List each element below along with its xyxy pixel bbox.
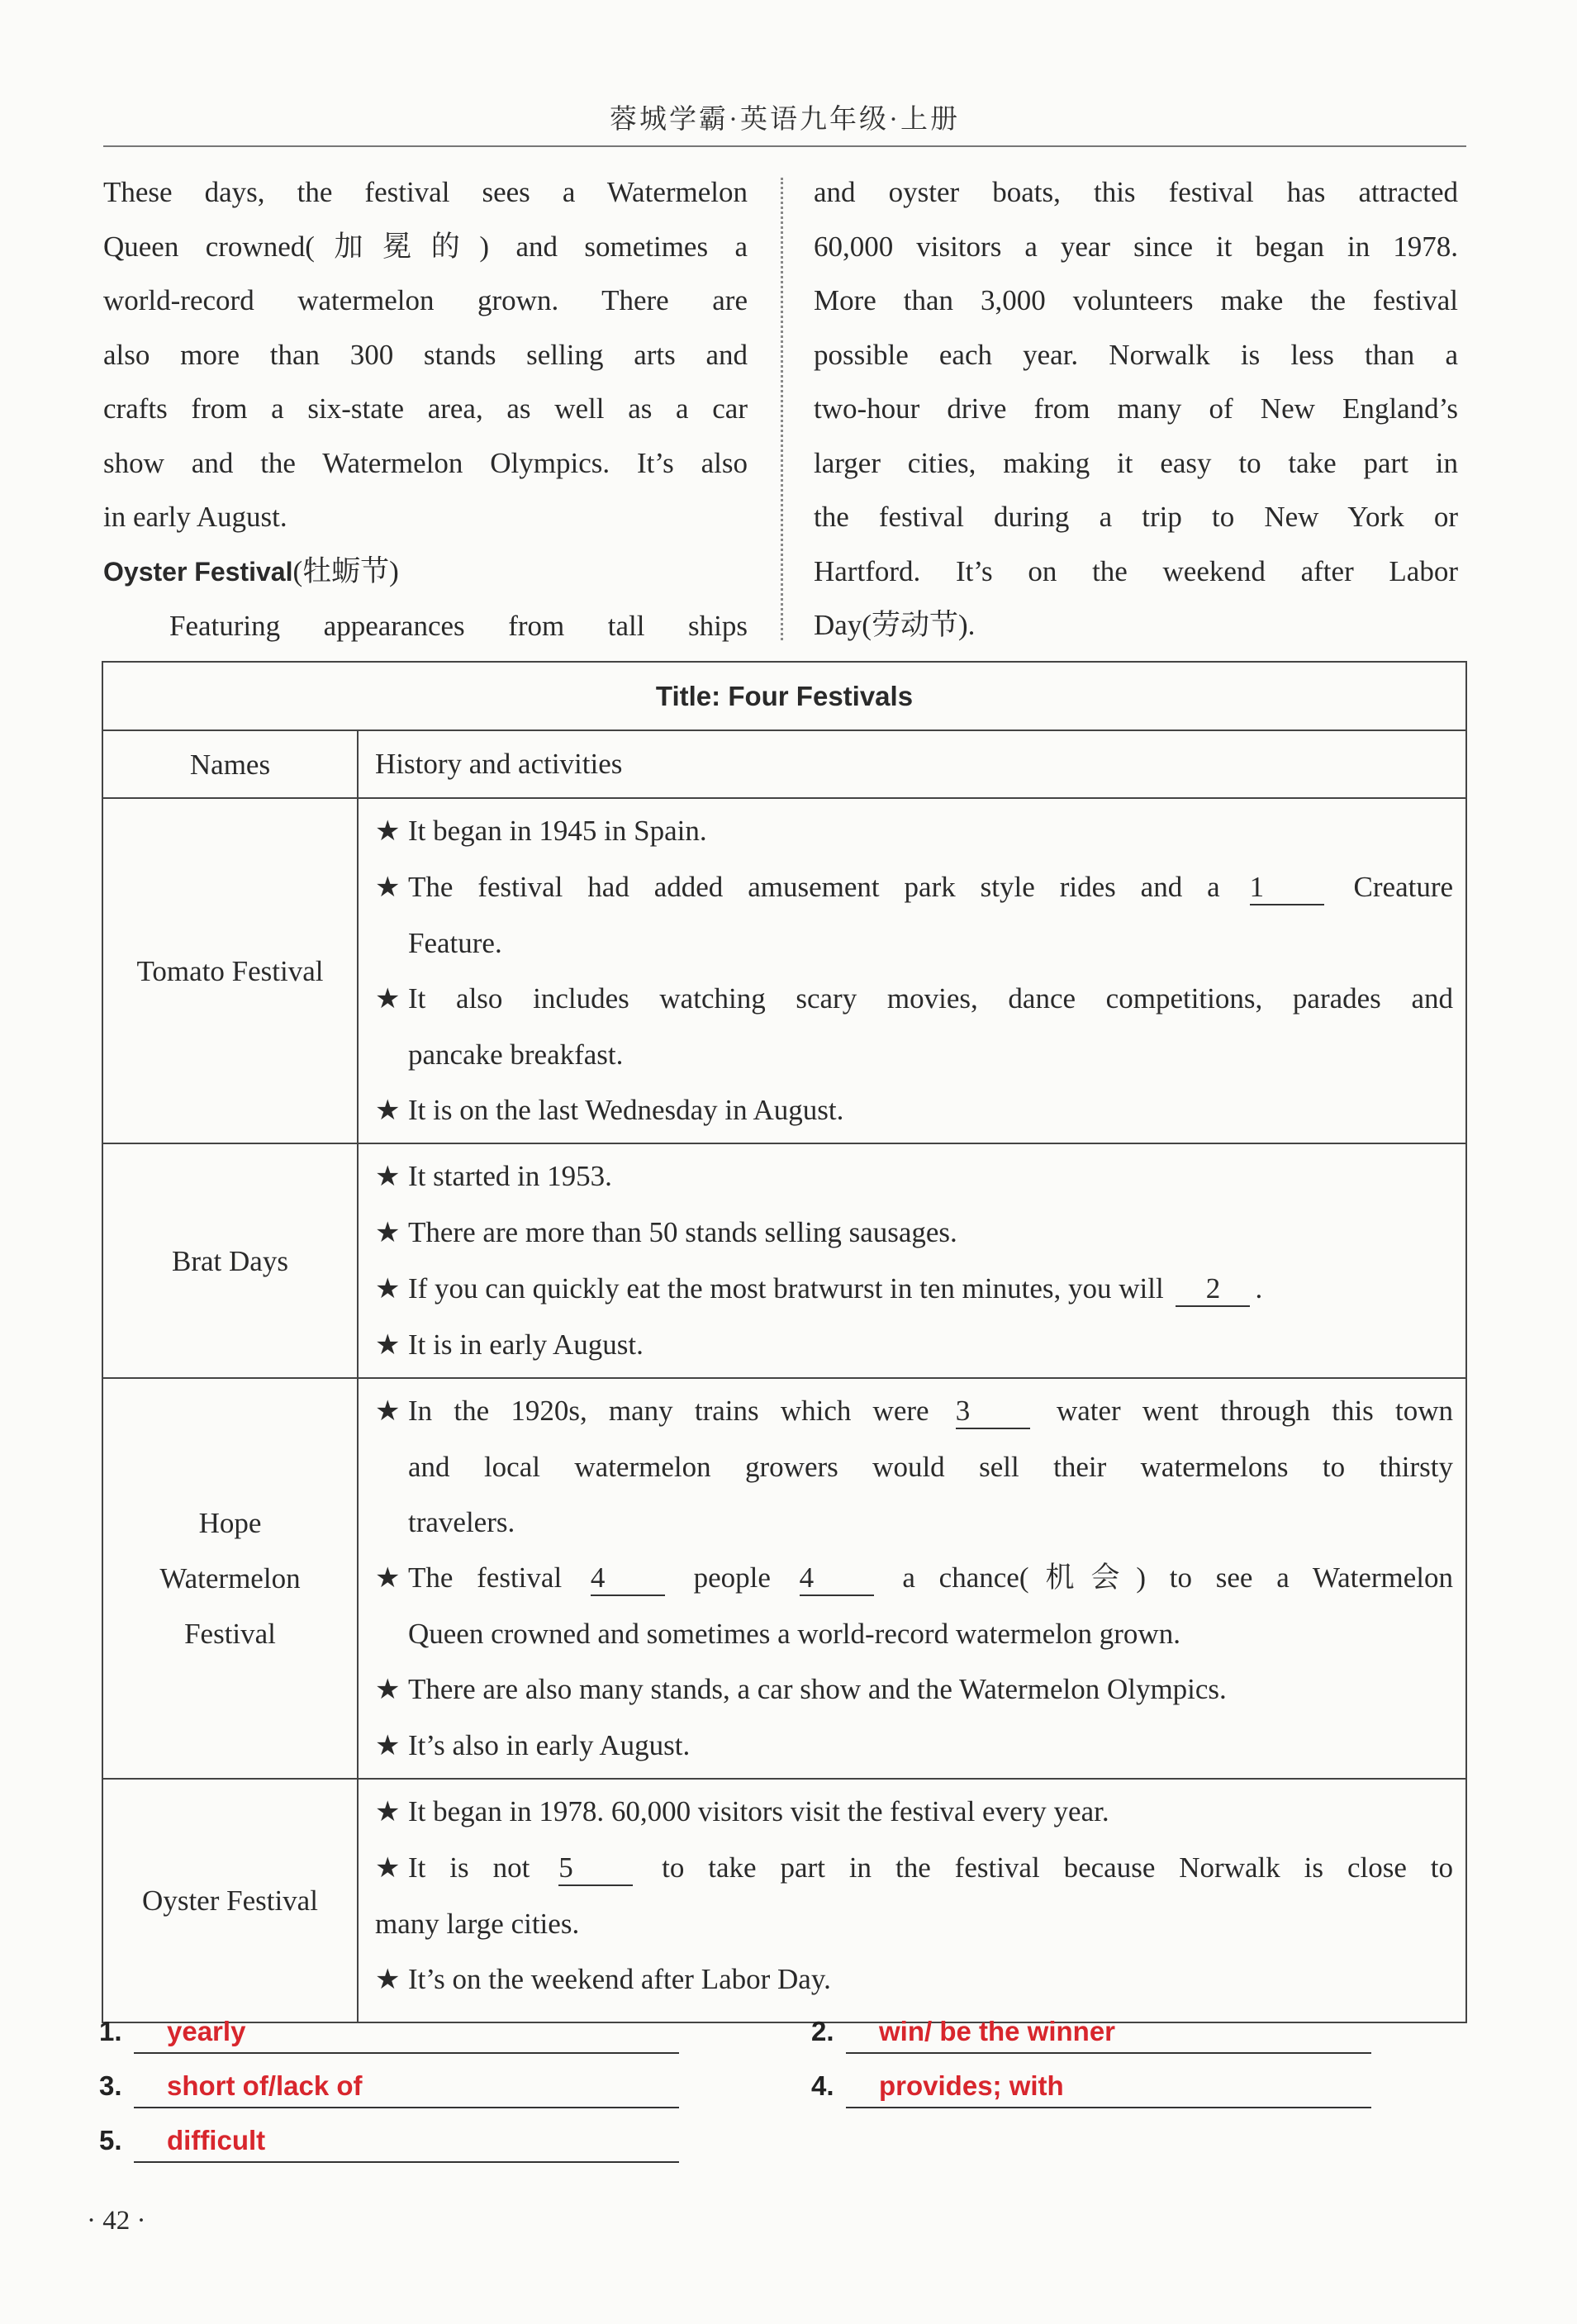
column-divider [781, 178, 783, 640]
activity-item: ★ The festival 4 people 4 a chance(机会) to see a Watermelon Queen crowned and sometimes a world-record watermelon grown. [375, 1550, 1453, 1661]
column-header-names: Names [102, 730, 358, 798]
passage-right-column [814, 165, 1458, 653]
activity-item: ★ It also includes watching scary movies, dance competitions, parades and pancake breakfast. [375, 971, 1453, 1082]
passage-line: world-record watermelon grown. There are [103, 284, 748, 316]
answer-4: 4. provides; with [811, 2070, 834, 2102]
activities-cell [358, 1779, 1466, 2022]
activities-cell [358, 1143, 1466, 1378]
star-icon: ★ [375, 815, 401, 848]
answer-5: 5. difficult [99, 2125, 122, 2156]
star-icon: ★ [375, 1561, 401, 1594]
passage-left-column [103, 165, 748, 653]
answer-2: 2. win/ be the winner [811, 2016, 834, 2047]
activity-item: ★ It is on the last Wednesday in August. [375, 1082, 1453, 1138]
passage-line: possible each year. Norwalk is less than a [814, 338, 1458, 371]
activity-item: ★ It is in early August. [375, 1317, 1453, 1373]
blank-2: 2 [1176, 1272, 1250, 1307]
activity-item: ★ It began in 1945 in Spain. [375, 803, 1453, 859]
passage-line: larger cities, making it easy to take part in [814, 446, 1458, 479]
passage-line: and oyster boats, this festival has attracted [814, 176, 1458, 208]
blank-1: 1 [1250, 871, 1324, 905]
activities-cell [358, 1378, 1466, 1779]
festival-table [102, 661, 1467, 2023]
activity-item: ★ It’s also in early August. [375, 1718, 1453, 1774]
passage-line: in early August. [103, 501, 287, 533]
blank-5: 5 [558, 1851, 633, 1886]
blank-4b: 4 [800, 1561, 874, 1596]
passage-line: the festival during a trip to New York or [814, 501, 1458, 533]
oyster-heading [103, 544, 748, 600]
page-header: 蓉城学霸·英语九年级·上册 [610, 105, 960, 135]
table-row-hope [102, 1378, 1466, 1779]
activity-item: ★ It’s on the weekend after Labor Day. [375, 1951, 1453, 2008]
blank-3: 3 [956, 1395, 1030, 1429]
answer-1: 1. yearly [99, 2016, 122, 2047]
passage-line: Featuring appearances from tall ships [169, 610, 748, 642]
column-header-history: History and activities [358, 730, 1466, 798]
answer-value: win/ be the winner [879, 2016, 1116, 2046]
header-rule [103, 145, 1466, 147]
activities-cell [358, 798, 1466, 1143]
star-icon: ★ [375, 1160, 401, 1193]
oyster-heading-en: Oyster Festival [103, 556, 293, 587]
festival-name: Oyster Festival [102, 1779, 358, 2022]
passage-line: also more than 300 stands selling arts and [103, 338, 748, 371]
star-icon: ★ [375, 1395, 401, 1428]
answer-key [99, 2016, 1470, 2206]
festival-name: Brat Days [102, 1143, 358, 1378]
answer-value: short of/lack of [167, 2070, 363, 2101]
star-icon: ★ [375, 1729, 401, 1762]
activity-item: ★ If you can quickly eat the most bratwurst in ten minutes, you will 2 . [375, 1261, 1453, 1317]
activity-item: ★ It is not 5 to take part in the festival because Norwalk is close to many large cities. [375, 1840, 1453, 1951]
passage-line: These days, the festival sees a Watermelon [103, 176, 748, 208]
star-icon: ★ [375, 982, 401, 1015]
table-row-brat [102, 1143, 1466, 1378]
answer-value: provides; with [879, 2070, 1064, 2101]
passage-line: show and the Watermelon Olympics. It’s also [103, 446, 748, 479]
passage-line: Queen crowned(加冕的) and sometimes a [103, 230, 748, 263]
activity-item: ★ It began in 1978. 60,000 visitors visit the festival every year. [375, 1784, 1453, 1840]
star-icon: ★ [375, 1272, 401, 1305]
activity-item: ★ The festival had added amusement park style rides and a 1 Creature Feature. [375, 859, 1453, 971]
answer-value: yearly [167, 2016, 246, 2046]
activity-item: ★ It started in 1953. [375, 1148, 1453, 1205]
table-row-oyster [102, 1779, 1466, 2022]
star-icon: ★ [375, 1963, 401, 1996]
activity-item: ★ There are more than 50 stands selling sausages. [375, 1205, 1453, 1261]
star-icon: ★ [375, 871, 401, 904]
star-icon: ★ [375, 1851, 401, 1884]
activity-item: ★ In the 1920s, many trains which were 3 water went through this town and local watermelon growers would sell their watermelons to thirsty travelers. [375, 1383, 1453, 1550]
star-icon: ★ [375, 1094, 401, 1127]
star-icon: ★ [375, 1795, 401, 1828]
passage-line: two-hour drive from many of New England’s [814, 392, 1458, 425]
star-icon: ★ [375, 1673, 401, 1706]
festival-name: Hope Watermelon Festival [102, 1378, 358, 1779]
passage-line: More than 3,000 volunteers make the festival [814, 284, 1458, 316]
table-title: Title: Four Festivals [102, 662, 1466, 730]
passage-line: 60,000 visitors a year since it began in 1978. [814, 230, 1458, 263]
oyster-heading-cn: (牡蛎节) [292, 554, 399, 587]
answer-value: difficult [167, 2125, 266, 2155]
activity-item: ★ There are also many stands, a car show and the Watermelon Olympics. [375, 1661, 1453, 1718]
blank-4a: 4 [591, 1561, 665, 1596]
passage-line: Day(劳动节). [814, 609, 976, 641]
page-number: · 42 · [87, 2206, 146, 2236]
passage-line: Hartford. It’s on the weekend after Labor [814, 554, 1458, 587]
star-icon: ★ [375, 1328, 401, 1362]
passage-line: crafts from a six-state area, as well as a car [103, 392, 748, 425]
star-icon: ★ [375, 1216, 401, 1249]
answer-3: 3. short of/lack of [99, 2070, 122, 2102]
festival-name: Tomato Festival [102, 798, 358, 1143]
table-row-tomato [102, 798, 1466, 1143]
